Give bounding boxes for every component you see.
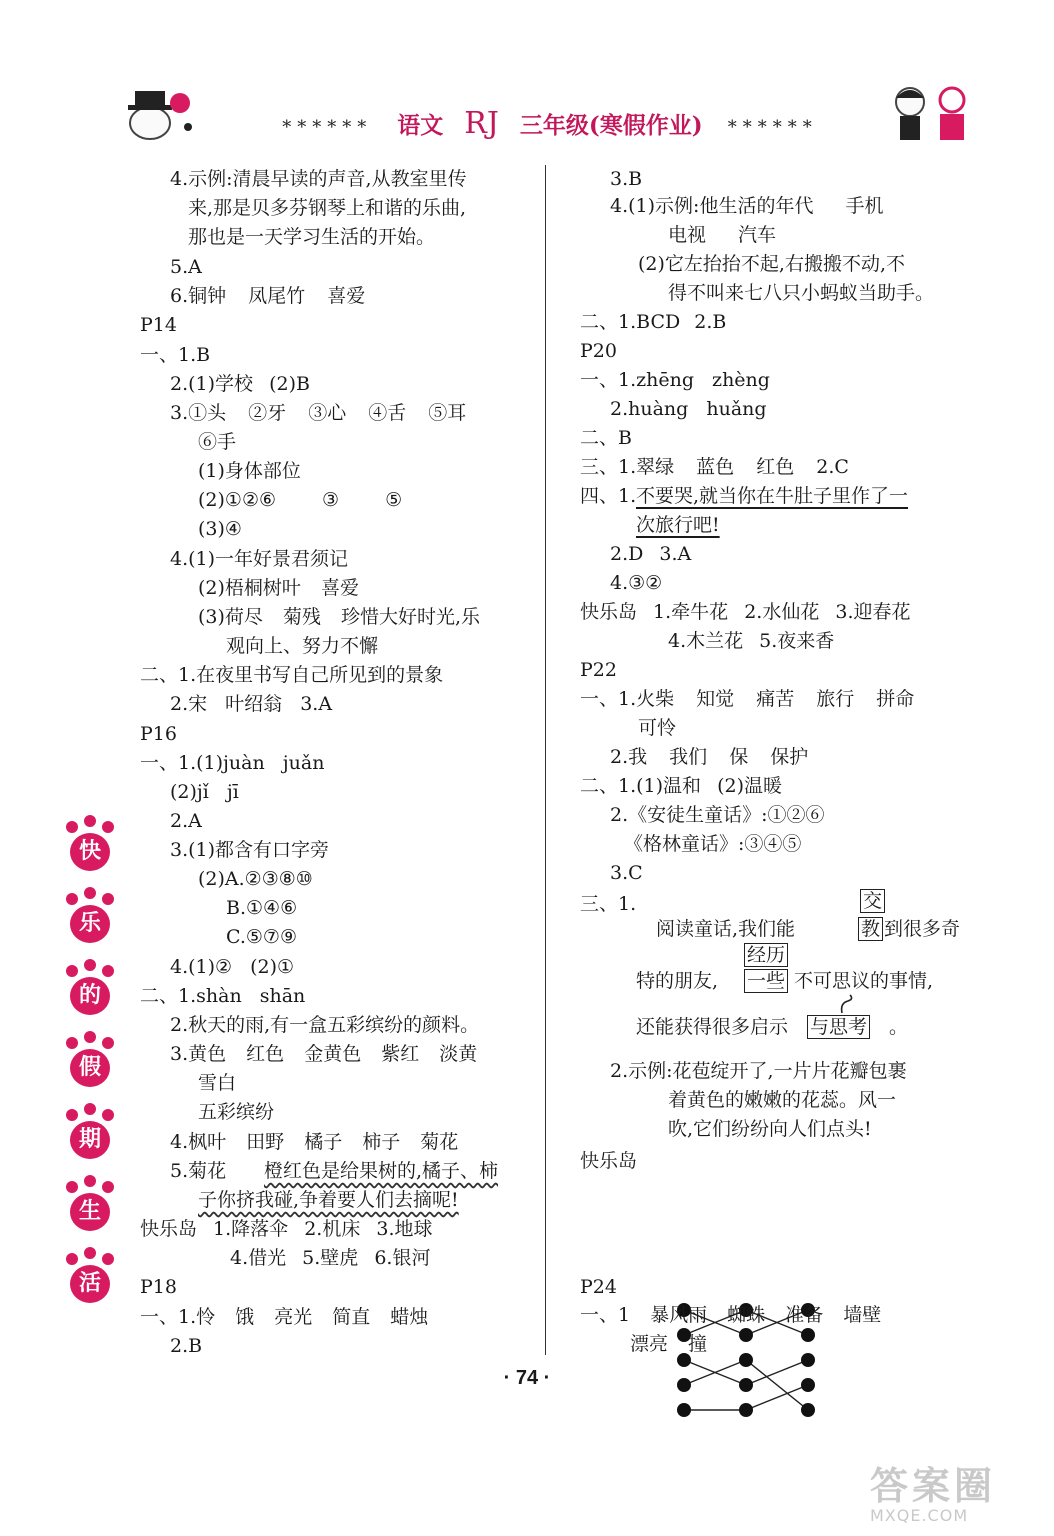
answer-line: 快乐岛 1.降落伞 2.机床 3.地球 bbox=[140, 1218, 433, 1240]
correction-line-text: 还能获得很多启示 bbox=[636, 1016, 789, 1038]
answer-line: 3.(1)都含有口字旁 bbox=[170, 839, 330, 861]
answer-line: 快乐岛 1.牵牛花 2.水仙花 3.迎春花 bbox=[580, 601, 911, 623]
answer-line: 2.(1)学校 (2)B bbox=[170, 373, 310, 395]
answer-line: 一、1.火柴 知觉 痛苦 旅行 拼命 bbox=[580, 688, 915, 710]
answer-line: 一、1 暴风雨 蜘蛛 准备 墙壁 bbox=[580, 1304, 882, 1326]
answer-line: 2.宋 叶绍翁 3.A bbox=[170, 693, 333, 715]
answer-line: (2)梧桐树叶 喜爱 bbox=[198, 577, 359, 599]
answer-line: 4.(1)② (2)① bbox=[170, 956, 295, 978]
correction-mark: 经历 bbox=[744, 941, 788, 969]
correction-line-text: 特的朋友, bbox=[636, 970, 719, 992]
section-page-label: P22 bbox=[580, 659, 617, 681]
answer-line: 2.《安徒生童话》:①②⑥ bbox=[610, 804, 825, 826]
answer-line: 得不叫来七八只小蚂蚁当助手。 bbox=[668, 282, 935, 304]
answer-line: 电视 汽车 bbox=[668, 224, 777, 246]
answer-line: 一、1.(1)juàn juǎn bbox=[140, 752, 325, 774]
wavy-underlined-sentence: 子你挤我碰,争着要人们去摘呢! bbox=[198, 1189, 459, 1211]
answer-line: 5.A bbox=[170, 256, 202, 278]
answer-line: 快乐岛 bbox=[580, 1150, 638, 1172]
answer-line: 着黄色的嫩嫩的花蕊。风一 bbox=[668, 1089, 897, 1111]
answer-line: 4.枫叶 田野 橘子 柿子 菊花 bbox=[170, 1131, 459, 1153]
answer-line: 3.①头 ②牙 ③心 ④舌 ⑤耳 bbox=[170, 402, 467, 424]
correction-wrong-char: 教 bbox=[858, 915, 883, 943]
paw-print-icon: 期 bbox=[60, 1103, 120, 1163]
wavy-underlined-sentence: 橙红色是给果树的,橘子、柿 bbox=[264, 1160, 499, 1182]
answer-line: 4.木兰花 5.夜来香 bbox=[668, 630, 835, 652]
answer-line: 3.C bbox=[610, 862, 643, 884]
answer-line: 可怜 bbox=[638, 717, 677, 739]
answer-line: 3.黄色 红色 金黄色 紫红 淡黄 bbox=[170, 1043, 478, 1065]
section-page-label: P20 bbox=[580, 340, 617, 362]
section-page-label: P14 bbox=[140, 314, 177, 336]
answer-line: 吹,它们纷纷向人们点头! bbox=[668, 1118, 872, 1140]
answer-line: 2.B bbox=[170, 1335, 203, 1357]
header-stars-right: ****** bbox=[727, 117, 818, 138]
answer-line: (2)①②⑥ ③ ⑤ bbox=[198, 489, 403, 511]
correction-line-text: 。 bbox=[889, 1016, 909, 1038]
watermark-line1: 答案圈 bbox=[870, 1464, 997, 1508]
answer-line: 二、1.BCD 2.B bbox=[580, 311, 727, 333]
answer-line: 二、1.shàn shān bbox=[140, 985, 306, 1007]
answer-line: 那也是一天学习生活的开始。 bbox=[188, 226, 436, 248]
paw-print-icon: 活 bbox=[60, 1247, 120, 1307]
answer-line: 三、1. bbox=[580, 893, 637, 915]
answer-line: 2.A bbox=[170, 810, 202, 832]
answer-line: (3)荷尽 菊残 珍惜大好时光,乐 bbox=[198, 606, 481, 628]
watermark bbox=[870, 1455, 996, 1525]
answer-line: (3)④ bbox=[198, 518, 242, 540]
answer-line: 4.③② bbox=[610, 572, 663, 594]
correction-mark: 交 bbox=[860, 887, 885, 915]
header-grade: 三年级(寒假作业) bbox=[519, 112, 703, 139]
answer-line: 2.示例:花苞绽开了,一片片花瓣包裹 bbox=[610, 1060, 907, 1082]
answer-line: (2)A.②③⑧⑩ bbox=[198, 868, 313, 890]
paw-print-icon: 假 bbox=[60, 1031, 120, 1091]
section-page-label: P16 bbox=[140, 723, 177, 745]
insert-mark-icon bbox=[838, 993, 858, 1015]
answer-line: 2.我 我们 保 保护 bbox=[610, 746, 809, 768]
answer-line: 4.(1)示例:他生活的年代 手机 bbox=[610, 195, 884, 217]
answer-line: ⑥手 bbox=[198, 431, 237, 453]
answer-line: 2.秋天的雨,有一盒五彩缤纷的颜料。 bbox=[170, 1014, 480, 1036]
answer-line: 一、1.B bbox=[140, 344, 211, 366]
answer-line: 雪白 bbox=[198, 1072, 237, 1094]
answer-line: 4.(1)一年好景君须记 bbox=[170, 548, 349, 570]
answer-line: 5.菊花 bbox=[170, 1160, 227, 1182]
answer-line: 来,那是贝多芬钢琴上和谐的乐曲, bbox=[188, 197, 467, 219]
header-stars-left: ****** bbox=[282, 117, 373, 138]
answer-line: (1)身体部位 bbox=[198, 460, 301, 482]
header-subject: 语文 bbox=[397, 112, 444, 139]
answer-line: 二、B bbox=[580, 427, 632, 449]
answer-line: 漂亮 撞 bbox=[630, 1333, 708, 1355]
page-number: · 74 · bbox=[503, 1367, 551, 1389]
paw-print-icon: 快 bbox=[60, 815, 120, 875]
answer-line: 2.D 3.A bbox=[610, 543, 692, 565]
correction-line-text: 阅读童话,我们能 bbox=[656, 918, 796, 940]
answer-line: 二、1.(1)温和 (2)温暖 bbox=[580, 775, 782, 797]
answer-line: 四、1. bbox=[580, 485, 637, 507]
underlined-sentence: 次旅行吧! bbox=[636, 514, 720, 536]
watermark-line2: MXQE.COM bbox=[870, 1506, 969, 1525]
answer-line: (2)jǐ jī bbox=[170, 781, 239, 803]
correction-line-text: 不可思议的事情, bbox=[794, 970, 934, 992]
section-page-label: P24 bbox=[580, 1276, 617, 1298]
answer-line: 一、1.zhēng zhèng bbox=[580, 369, 770, 391]
answer-line: 2.huàng huǎng bbox=[610, 398, 767, 420]
answer-line: 三、1.翠绿 蓝色 红色 2.C bbox=[580, 456, 849, 478]
column-divider bbox=[545, 165, 546, 1355]
correction-wrong-word: 一些 bbox=[744, 967, 788, 995]
page-header bbox=[120, 88, 980, 158]
underlined-sentence: 不要哭,就当你在牛肚子里作了一 bbox=[636, 485, 909, 507]
answer-line: C.⑤⑦⑨ bbox=[226, 926, 297, 948]
paw-print-icon: 的 bbox=[60, 959, 120, 1019]
header-title bbox=[120, 106, 980, 141]
section-page-label: P18 bbox=[140, 1276, 177, 1298]
paw-print-icon: 乐 bbox=[60, 887, 120, 947]
answer-line: 4.示例:清晨早读的声音,从教室里传 bbox=[170, 168, 467, 190]
header-edition: RJ bbox=[464, 106, 499, 141]
answer-line: 3.B bbox=[610, 168, 643, 190]
answer-line: (2)它左抬抬不起,右搬搬不动,不 bbox=[638, 253, 905, 275]
answer-line: 6.铜钟 凤尾竹 喜爱 bbox=[170, 285, 366, 307]
answer-line: 观向上、努力不懈 bbox=[226, 635, 379, 657]
paw-print-icon: 生 bbox=[60, 1175, 120, 1235]
correction-line-text: 到很多奇 bbox=[884, 918, 961, 940]
answer-line: B.①④⑥ bbox=[226, 897, 298, 919]
answer-line: 《格林童话》:③④⑤ bbox=[624, 833, 802, 855]
answer-line: 二、1.在夜里书写自己所见到的景象 bbox=[140, 664, 444, 686]
answer-line: 五彩缤纷 bbox=[198, 1101, 275, 1123]
correction-insert: 与思考 bbox=[807, 1013, 870, 1041]
kids-decoration-icon bbox=[880, 80, 980, 146]
answer-line: 一、1.怜 饿 亮光 简直 蜡烛 bbox=[140, 1306, 429, 1328]
answer-line: 4.借光 5.壁虎 6.银河 bbox=[230, 1247, 431, 1269]
